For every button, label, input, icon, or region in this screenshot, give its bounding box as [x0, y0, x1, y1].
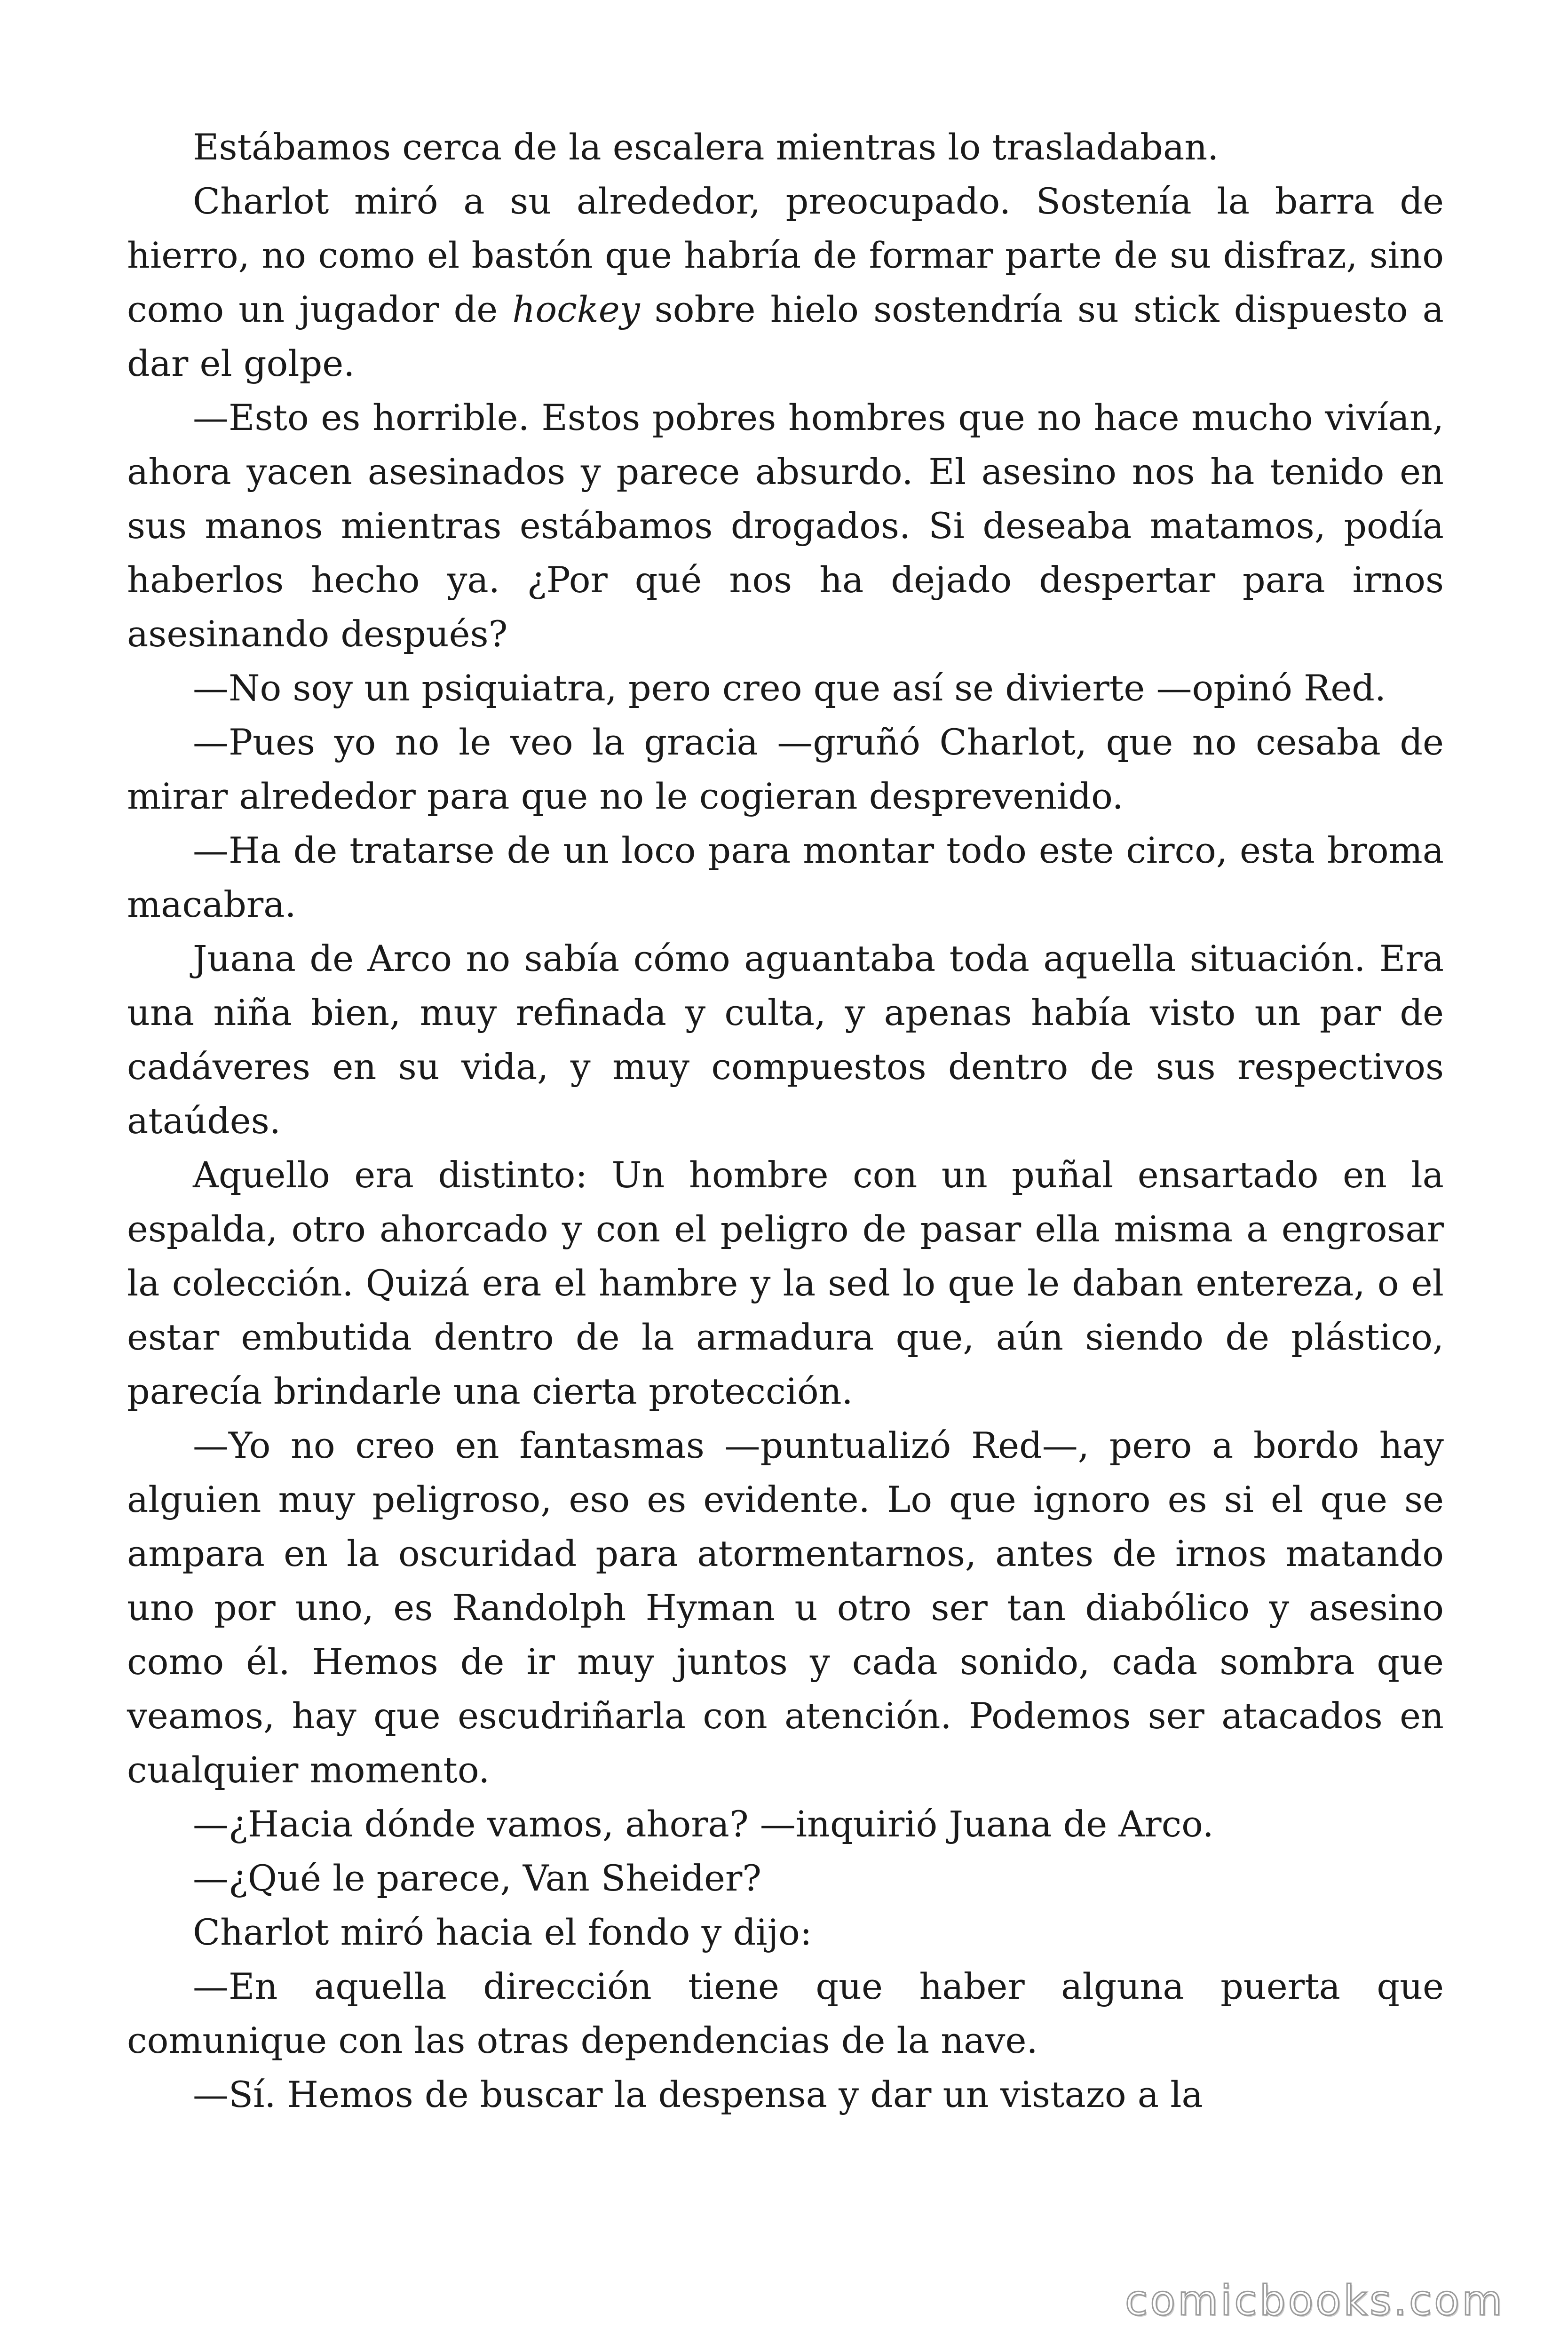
paragraph-3: —Esto es horrible. Estos pobres hombres que no hace mucho vivían, ahora yacen asesinados y parece absurdo. El asesino nos ha tenido en sus manos mientras estábamos drogados. Si deseaba matamos, podía haberlos hecho ya. ¿Por qué nos ha dejado despertar para irnos asesinando después? — [127, 397, 1444, 655]
paragraph-2-italic-hockey: hockey — [512, 288, 640, 330]
paragraph-10: —¿Hacia dónde vamos, ahora? —inquirió Juana de Arco. — [193, 1803, 1214, 1845]
paragraph-7: Juana de Arco no sabía cómo aguantaba toda aquella situación. Era una niña bien, muy refinada y culta, y apenas había visto un par de cadáveres en su vida, y muy compuestos dentro de sus respectivos ataúdes. — [127, 938, 1444, 1142]
paragraph-6: —Ha de tratarse de un loco para montar todo este circo, esta broma macabra. — [127, 829, 1444, 925]
paragraph-2-text-b: sobre hielo sostendría su stick dispuesto a dar el golpe. — [127, 288, 1444, 384]
paragraph-1: Estábamos cerca de la escalera mientras lo trasladaban. — [193, 126, 1219, 168]
page-body — [127, 120, 1444, 2122]
paragraph-11: —¿Qué le parece, Van Sheider? — [193, 1857, 762, 1899]
paragraph-2-text-a: Charlot miró a su alrededor, preocupado. Sostenía la barra de hierro, no como el bastón que habría de formar parte de su disfraz, sino como un jugador de — [127, 180, 1444, 330]
paragraph-14: —Sí. Hemos de buscar la despensa y dar un vistazo a la — [193, 2074, 1203, 2115]
paragraph-8: Aquello era distinto: Un hombre con un puñal ensartado en la espalda, otro ahorcado y con el peligro de pasar ella misma a engrosar la colección. Quizá era el hambre y la sed lo que le daban entereza, o el estar embutida dentro de la armadura que, aún siendo de plástico, parecía brindarle una cierta protección. — [127, 1154, 1444, 1412]
watermark: comicbooks.com — [1125, 2276, 1505, 2325]
paragraph-2 — [127, 174, 1444, 390]
paragraph-5: —Pues yo no le veo la gracia —gruñó Charlot, que no cesaba de mirar alrededor para que no le cogieran desprevenido. — [127, 721, 1444, 817]
paragraph-13: —En aquella dirección tiene que haber alguna puerta que comunique con las otras dependencias de la nave. — [127, 1965, 1444, 2061]
paragraph-9: —Yo no creo en fantasmas —puntualizó Red—, pero a bordo hay alguien muy peligroso, eso es evidente. Lo que ignoro es si el que se ampara en la oscuridad para atormentarnos, antes de irnos matando uno por uno, es Randolph Hyman u otro ser tan diabólico y asesino como él. Hemos de ir muy juntos y cada sonido, cada sombra que veamos, hay que escudriñarla con atención. Podemos ser atacados en cualquier momento. — [127, 1424, 1444, 1791]
paragraph-12: Charlot miró hacia el fondo y dijo: — [193, 1911, 812, 1953]
paragraph-4: —No soy un psiquiatra, pero creo que así se divierte —opinó Red. — [193, 667, 1386, 709]
